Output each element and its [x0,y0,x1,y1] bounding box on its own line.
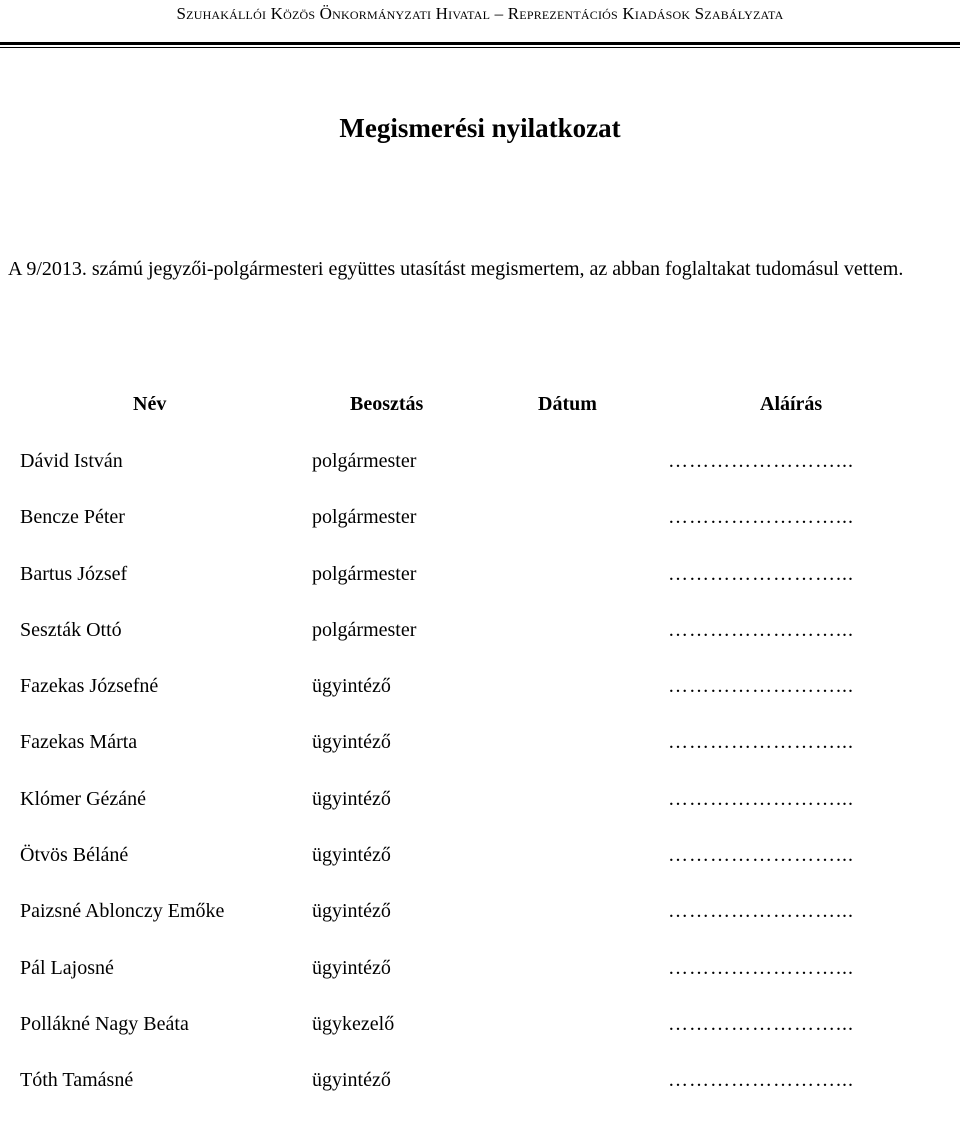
row-signature-line: ……………………... [668,618,854,641]
row-position: ügykezelő [312,1012,395,1035]
row-name: Bartus József [20,562,128,585]
row-signature-line: ……………………... [668,731,854,754]
row-name: Pál Lajosné [20,956,114,979]
row-name: Klómer Gézáné [20,787,147,810]
row-signature-line: ……………………... [668,844,854,867]
table-row [0,450,960,506]
table-row [0,675,960,731]
row-signature-line: ……………………... [668,787,854,810]
row-position: ügyintéző [312,675,391,698]
column-header-position: Beosztás [350,393,424,415]
column-header-date: Dátum [538,393,597,415]
table-row [0,844,960,900]
row-name: Pollákné Nagy Beáta [20,1012,189,1035]
row-position: ügyintéző [312,731,391,754]
table-row [0,563,960,619]
row-name: Dávid István [20,450,123,472]
header-rule [0,42,960,45]
row-position: polgármester [312,562,417,585]
row-signature-line: ……………………... [668,506,854,529]
table-row [0,619,960,675]
row-name: Seszták Ottó [20,618,122,641]
row-name: Fazekas Márta [20,731,138,754]
intro-paragraph: A 9/2013. számú jegyzői-polgármesteri együttes utasítást megismertem, az abban foglaltakat tudomásul vettem. [8,258,904,280]
table-row [0,957,960,1013]
signature-table [0,450,960,1126]
row-position: ügyintéző [312,1069,391,1092]
row-name: Tóth Tamásné [20,1069,134,1092]
table-row [0,1069,960,1125]
header-rule-thin [0,47,960,48]
table-row [0,1013,960,1069]
running-header: Szuhakállói Közös Önkormányzati Hivatal – Reprezentációs Kiadások Szabályzata [176,4,784,23]
row-signature-line: ……………………... [668,562,854,585]
column-header-signature: Aláírás [760,393,823,415]
table-row [0,731,960,787]
row-signature-line: ……………………... [668,956,854,979]
row-position: ügyintéző [312,787,391,810]
table-row [0,900,960,956]
row-signature-line: ……………………... [668,1069,854,1092]
document-title: Megismerési nyilatkozat [339,113,621,143]
row-name: Ötvös Béláné [20,844,129,867]
row-signature-line: ……………………... [668,1012,854,1035]
row-position: ügyintéző [312,844,391,867]
table-row [0,506,960,562]
row-position: ügyintéző [312,956,391,979]
row-signature-line: ……………………... [668,450,854,472]
row-signature-line: ……………………... [668,675,854,698]
table-row [0,788,960,844]
column-header-name: Név [133,393,167,415]
row-signature-line: ……………………... [668,900,854,923]
row-name: Fazekas Józsefné [20,675,159,698]
row-position: polgármester [312,506,417,529]
row-name: Bencze Péter [20,506,125,529]
row-name: Paizsné Ablonczy Emőke [20,900,225,923]
row-position: ügyintéző [312,900,391,923]
table-header [0,393,960,423]
row-position: polgármester [312,618,417,641]
row-position: polgármester [312,450,417,472]
